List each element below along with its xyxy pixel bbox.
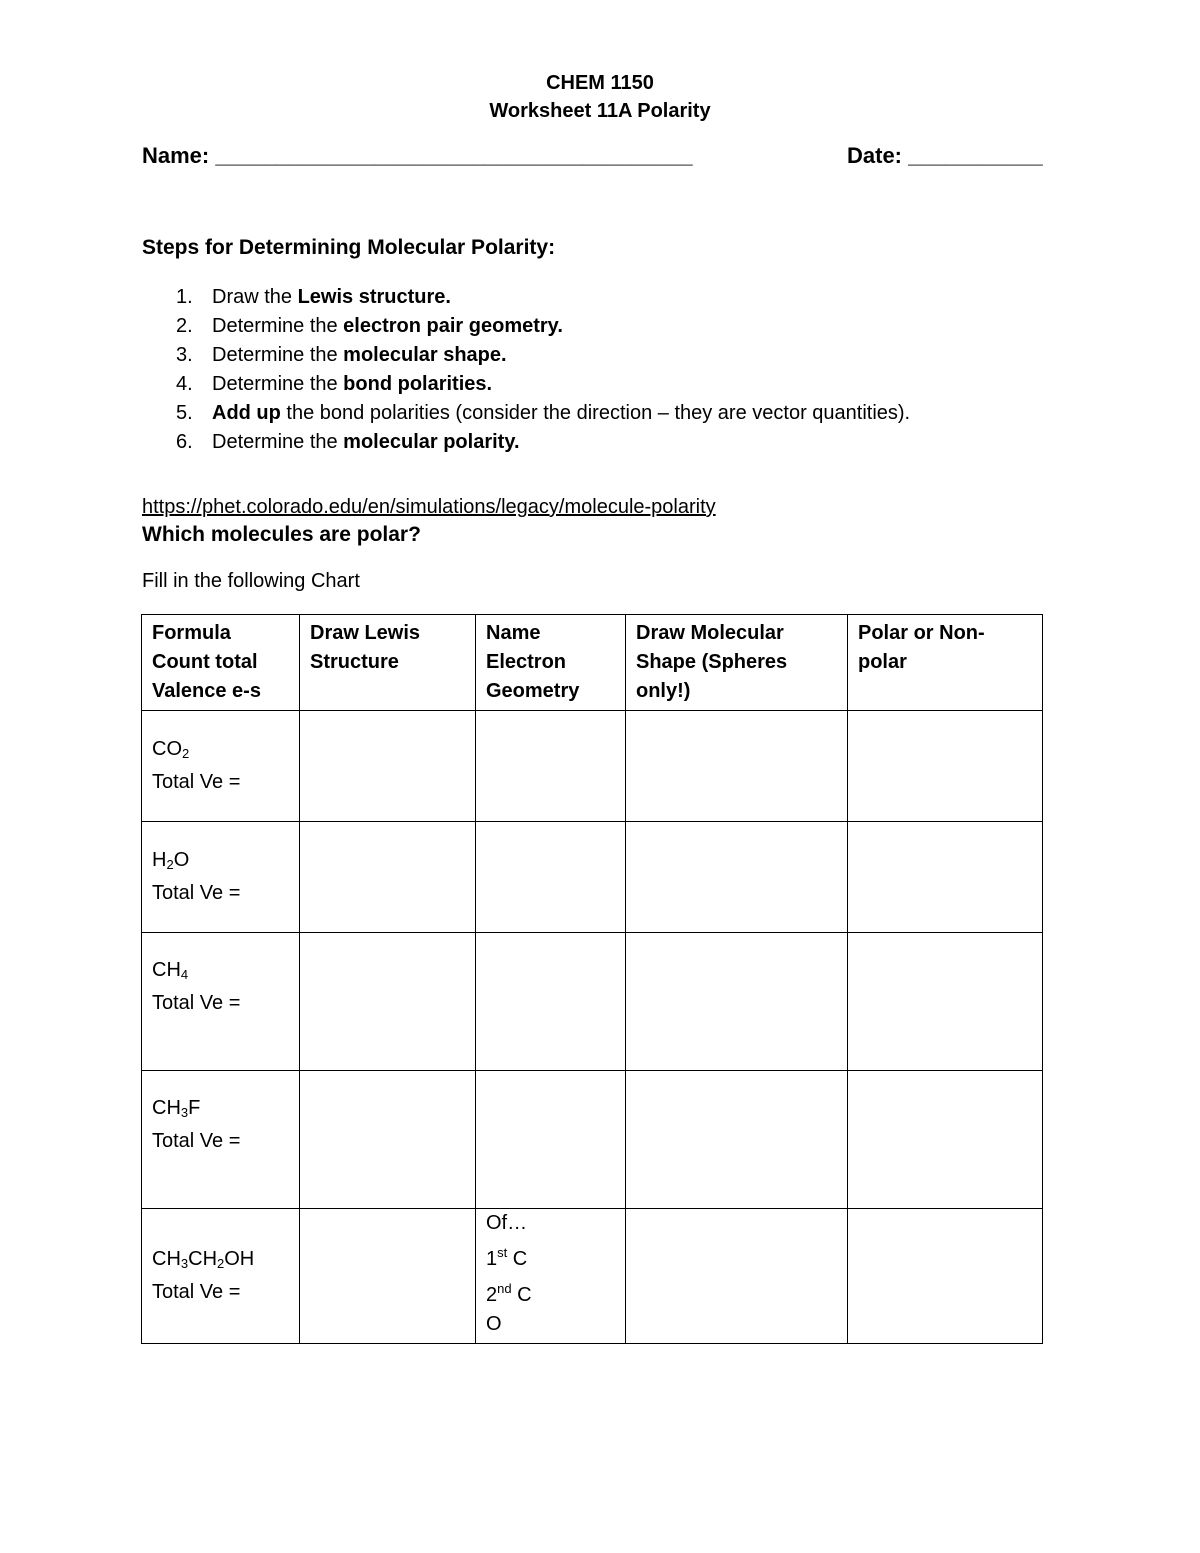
geometry-cell[interactable] bbox=[476, 933, 626, 1071]
formula-cell bbox=[142, 1209, 300, 1344]
name-label: Name: bbox=[142, 143, 210, 168]
total-ve-label: Total Ve = bbox=[152, 771, 241, 793]
geometry-of-label: Of… bbox=[486, 1212, 528, 1234]
table-row bbox=[142, 1071, 1043, 1209]
polarity-chart bbox=[141, 614, 1043, 1344]
date-blank[interactable]: ___________ bbox=[908, 143, 1043, 168]
total-ve-label: Total Ve = bbox=[152, 1281, 241, 1303]
formula: $CH_3CH_2OH$ bbox=[152, 1248, 255, 1271]
phet-simulation-link[interactable]: https://phet.colorado.edu/en/simulations/legacy/molecule-polarity bbox=[142, 496, 716, 518]
total-ve-label: Total Ve = bbox=[152, 882, 241, 904]
polarity-cell[interactable] bbox=[848, 933, 1043, 1071]
header-formula: Formula Count total Valence e-s bbox=[142, 615, 300, 711]
steps-heading: Steps for Determining Molecular Polarity: bbox=[142, 236, 556, 259]
polar-question: Which molecules are polar? bbox=[142, 523, 421, 546]
lewis-cell[interactable] bbox=[300, 1209, 476, 1344]
formula-cell bbox=[142, 1071, 300, 1209]
header-molecular-shape: Draw Molecular Shape (Spheres only!) bbox=[626, 615, 848, 711]
header-electron-geometry: Name Electron Geometry bbox=[476, 615, 626, 711]
lewis-cell[interactable] bbox=[300, 822, 476, 933]
shape-cell[interactable] bbox=[626, 933, 848, 1071]
polarity-cell[interactable] bbox=[848, 822, 1043, 933]
lewis-cell[interactable] bbox=[300, 1071, 476, 1209]
steps-list bbox=[142, 283, 910, 457]
polarity-cell[interactable] bbox=[848, 1071, 1043, 1209]
shape-cell[interactable] bbox=[626, 711, 848, 822]
table-row bbox=[142, 933, 1043, 1071]
formula: $H_2O$ bbox=[152, 849, 190, 872]
course-code: CHEM 1150 bbox=[546, 72, 654, 94]
geometry-cell[interactable] bbox=[476, 711, 626, 822]
polarity-cell[interactable] bbox=[848, 1209, 1043, 1344]
polarity-cell[interactable] bbox=[848, 711, 1043, 822]
date-field[interactable] bbox=[847, 143, 1043, 169]
formula-cell bbox=[142, 822, 300, 933]
lewis-cell[interactable] bbox=[300, 933, 476, 1071]
geometry-first-carbon: 1st C bbox=[486, 1245, 528, 1270]
total-ve-label: Total Ve = bbox=[152, 992, 241, 1014]
geometry-cell[interactable] bbox=[476, 1071, 626, 1209]
date-label: Date: bbox=[847, 143, 903, 168]
formula: $CO_2$ bbox=[152, 738, 190, 761]
fill-instruction: Fill in the following Chart bbox=[142, 570, 360, 592]
worksheet-title: Worksheet 11A Polarity bbox=[489, 100, 711, 122]
name-blank[interactable]: _______________________________________ bbox=[215, 143, 693, 168]
total-ve-label: Total Ve = bbox=[152, 1130, 241, 1152]
table-row bbox=[142, 822, 1043, 933]
table-row bbox=[142, 1209, 1043, 1344]
geometry-cell[interactable] bbox=[476, 822, 626, 933]
step-item: 5. Add up the bond polarities (consider the direction – they are vector quantities). bbox=[176, 402, 911, 424]
formula: $CH_4$ bbox=[152, 959, 189, 982]
shape-cell[interactable] bbox=[626, 822, 848, 933]
name-field[interactable] bbox=[142, 143, 693, 169]
lewis-cell[interactable] bbox=[300, 711, 476, 822]
step-item: 6. Determine the molecular polarity. bbox=[176, 431, 520, 453]
geometry-cell[interactable] bbox=[476, 1209, 626, 1344]
step-item: 1. Draw the Lewis structure. bbox=[176, 286, 451, 308]
header-lewis: Draw Lewis Structure bbox=[300, 615, 476, 711]
step-item: 4. Determine the bond polarities. bbox=[176, 373, 493, 395]
step-item: 3. Determine the molecular shape. bbox=[176, 344, 507, 366]
formula-cell bbox=[142, 933, 300, 1071]
formula-cell bbox=[142, 711, 300, 822]
geometry-second-carbon: 2nd C bbox=[486, 1281, 532, 1306]
shape-cell[interactable] bbox=[626, 1209, 848, 1344]
table-row bbox=[142, 711, 1043, 822]
table-header-row bbox=[142, 615, 1043, 711]
step-item: 2. Determine the electron pair geometry. bbox=[176, 315, 563, 337]
geometry-oxygen: O bbox=[486, 1313, 502, 1335]
shape-cell[interactable] bbox=[626, 1071, 848, 1209]
formula: $CH_3F$ bbox=[152, 1097, 201, 1120]
header-polarity: Polar or Non- polar bbox=[848, 615, 1043, 711]
